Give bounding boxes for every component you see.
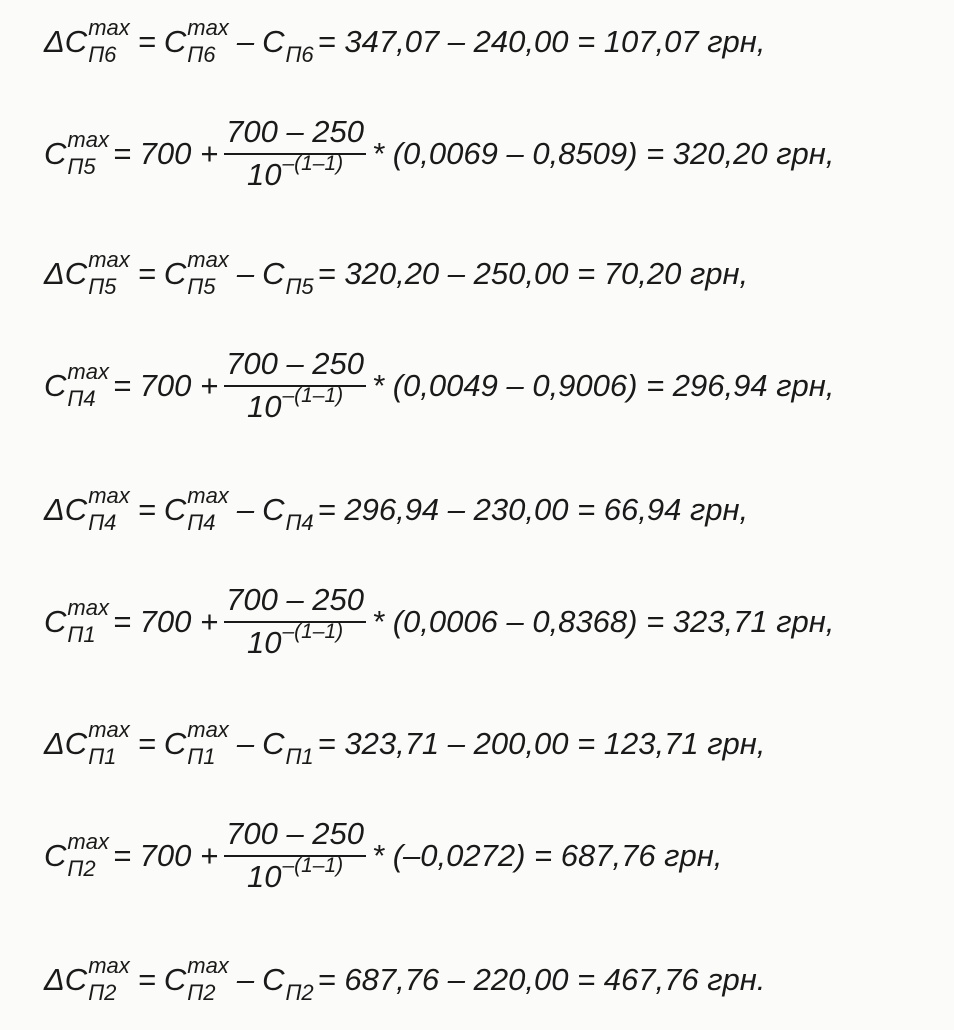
- delta-cost-symbol: ΔC max П6: [44, 15, 130, 68]
- fraction: [224, 584, 366, 658]
- max-cost-symbol: C max П2: [163, 953, 229, 1006]
- cost-symbol: C П4: [262, 491, 314, 536]
- delta-cost-symbol: ΔC max П2: [44, 953, 130, 1006]
- equation-max-p2: C max П2 = 700 + 700 – 250 10 –(1–1) * (–0,0272) = 687,76 грн,: [44, 816, 723, 894]
- fraction-denominator: 10 –(1–1): [246, 620, 344, 660]
- fraction-numerator: 700 – 250: [226, 346, 365, 381]
- equation-expression: = 296,94 – 230,00 = 66,94 грн,: [317, 491, 749, 527]
- cost-symbol: C П6: [262, 23, 314, 68]
- fraction: [224, 348, 366, 422]
- max-cost-symbol: C max П4: [44, 358, 109, 411]
- max-cost-symbol: C max П1: [44, 594, 109, 647]
- max-cost-symbol: C max П4: [163, 483, 229, 536]
- max-cost-symbol: C max П6: [163, 15, 229, 68]
- equation-max-p1: C max П1 = 700 + 700 – 250 10 –(1–1) * (0,0006 – 0,8368) = 323,71 грн,: [44, 582, 835, 660]
- equation-max-p4: C max П4 = 700 + 700 – 250 10 –(1–1) * (0,0049 – 0,9006) = 296,94 грн,: [44, 346, 835, 424]
- fraction: [224, 116, 366, 190]
- fraction-numerator: 700 – 250: [226, 582, 365, 617]
- equation-expression: * (0,0069 – 0,8509) = 320,20 грн,: [372, 135, 835, 171]
- equation-expression: * (0,0006 – 0,8368) = 323,71 грн,: [372, 603, 835, 639]
- equation-expression: * (0,0049 – 0,9006) = 296,94 грн,: [372, 367, 835, 403]
- fraction-denominator: 10 –(1–1): [246, 152, 344, 192]
- equation-expression: = 323,71 – 200,00 = 123,71 грн,: [317, 725, 766, 761]
- equation-delta-p4: ΔC max П4 = C max П4 – C П4 = 296,94 – 230,00 = 66,94 грн,: [44, 483, 749, 536]
- max-cost-symbol: C max П1: [163, 717, 229, 770]
- cost-symbol: C П2: [262, 961, 314, 1006]
- equation-expression: = 320,20 – 250,00 = 70,20 грн,: [317, 255, 749, 291]
- fraction: [224, 818, 366, 892]
- max-cost-symbol: C max П5: [163, 247, 229, 300]
- delta-cost-symbol: ΔC max П1: [44, 717, 130, 770]
- equation-max-p5: C max П5 = 700 + 700 – 250 10 –(1–1) * (0,0069 – 0,8509) = 320,20 грн,: [44, 114, 835, 192]
- equation-delta-p6: ΔC max П6 = C max П6 – C П6 = 347,07 – 240,00 = 107,07 грн,: [44, 15, 766, 68]
- fraction-denominator: 10 –(1–1): [246, 854, 344, 894]
- delta-cost-symbol: ΔC max П4: [44, 483, 130, 536]
- fraction-numerator: 700 – 250: [226, 114, 365, 149]
- max-cost-symbol: C max П2: [44, 828, 109, 881]
- fraction-numerator: 700 – 250: [226, 816, 365, 851]
- equation-delta-p5: ΔC max П5 = C max П5 – C П5 = 320,20 – 250,00 = 70,20 грн,: [44, 247, 749, 300]
- equation-delta-p2: ΔC max П2 = C max П2 – C П2 = 687,76 – 220,00 = 467,76 грн.: [44, 953, 766, 1006]
- delta-cost-symbol: ΔC max П5: [44, 247, 130, 300]
- equation-delta-p1: ΔC max П1 = C max П1 – C П1 = 323,71 – 200,00 = 123,71 грн,: [44, 717, 766, 770]
- equation-expression: = 687,76 – 220,00 = 467,76 грн.: [317, 961, 766, 997]
- equation-expression: * (–0,0272) = 687,76 грн,: [372, 837, 723, 873]
- fraction-denominator: 10 –(1–1): [246, 384, 344, 424]
- cost-symbol: C П1: [262, 725, 314, 770]
- cost-symbol: C П5: [262, 255, 314, 300]
- equation-expression: = 347,07 – 240,00 = 107,07 грн,: [317, 23, 766, 59]
- max-cost-symbol: C max П5: [44, 126, 109, 179]
